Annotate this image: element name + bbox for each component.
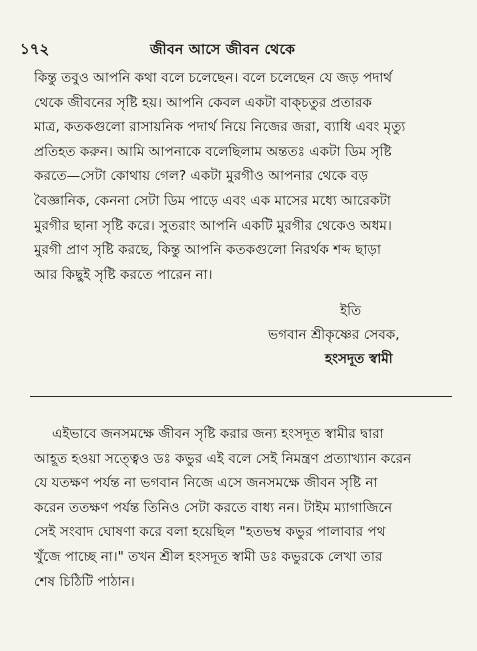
text-line: করেন ততক্ষণ পর্যন্ত তিনিও সেটা করতে বাধ্য নন। টাইম ম্যাগাজিনে [34, 499, 393, 516]
running-title: জীবন আসে জীবন থেকে [150, 42, 296, 58]
signature-closing: ইতি [340, 303, 362, 319]
text-line: শেষ চিঠিটি পাঠান। [34, 573, 135, 590]
text-line: কিন্তু তবুও আপনি কথা বলে চলেছেন। বলে চলেছেন যে জড় পদার্থ [34, 70, 393, 86]
text-line: মুরগী প্রাণ সৃষ্টি করছে, কিন্তু আপনি কতকগুলো নিরর্থক শব্দ ছাড়া [34, 242, 381, 259]
text-line: সেই সংবাদ ঘোষণা করে বলা হয়েছিল "হতভম্ব কভুর পালাবার পথ [34, 524, 386, 541]
section-divider [30, 396, 452, 397]
signature-name: হংসদূত স্বামী [325, 351, 393, 367]
text-line: প্রতিহত করুন। আমি আপনাকে বলেছিলাম অন্ততঃ একটা ডিম সৃষ্টি [34, 143, 392, 160]
text-line: বৈজ্ঞানিক, কেননা সেটা ডিম পাড়ে এবং এক মাসের মধ্যে আরেকটা [34, 192, 391, 209]
page-number: ১৭২ [20, 40, 50, 58]
page-header [20, 38, 457, 58]
text-line: করতে—সেটা কোথায় গেল? একটা মুরগীও আপনার থেকে বড় [34, 168, 369, 185]
signature-title: ভগবান শ্রীকৃষ্ণের সেবক, [268, 327, 400, 343]
text-line: মাত্র, কতকগুলো রাসায়নিক পদার্থ নিয়ে নিজের জরা, ব্যাধি এবং মৃত্যু [34, 119, 406, 136]
text-line: মুরগীর ছানা সৃষ্টি করে। সুতরাং আপনি একটি মুরগীর থেকেও অধম। [34, 217, 392, 234]
text-line: থেকে জীবনের সৃষ্টি হয়। আপনি কেবল একটা বাক্চতুর প্রতারক [34, 94, 372, 111]
text-line: খুঁজে পাচ্ছে না।" তখন শ্রীল হংসদূত স্বামী ডঃ কভুরকে লেখা তার [34, 548, 383, 565]
text-line: আহূত হওয়া সত্ত্বেও ডঃ কভুর এই বলে সেই নিমন্ত্রণ প্রত্যাখ্যান করেন [34, 450, 412, 467]
paragraph-letter-ending [34, 66, 450, 287]
paragraph-narrative [34, 422, 450, 594]
text-line: যে যতক্ষণ পর্যন্ত না ভগবান নিজে এসে জনসমক্ষে জীবন সৃষ্টি না [34, 475, 378, 492]
text-line: এইভাবে জনসমক্ষে জীবন সৃষ্টি করার জন্য হংসদূত স্বামীর দ্বারা [52, 426, 384, 442]
text-line: আর কিছুই সৃষ্টি করতে পারেন না। [34, 266, 213, 283]
